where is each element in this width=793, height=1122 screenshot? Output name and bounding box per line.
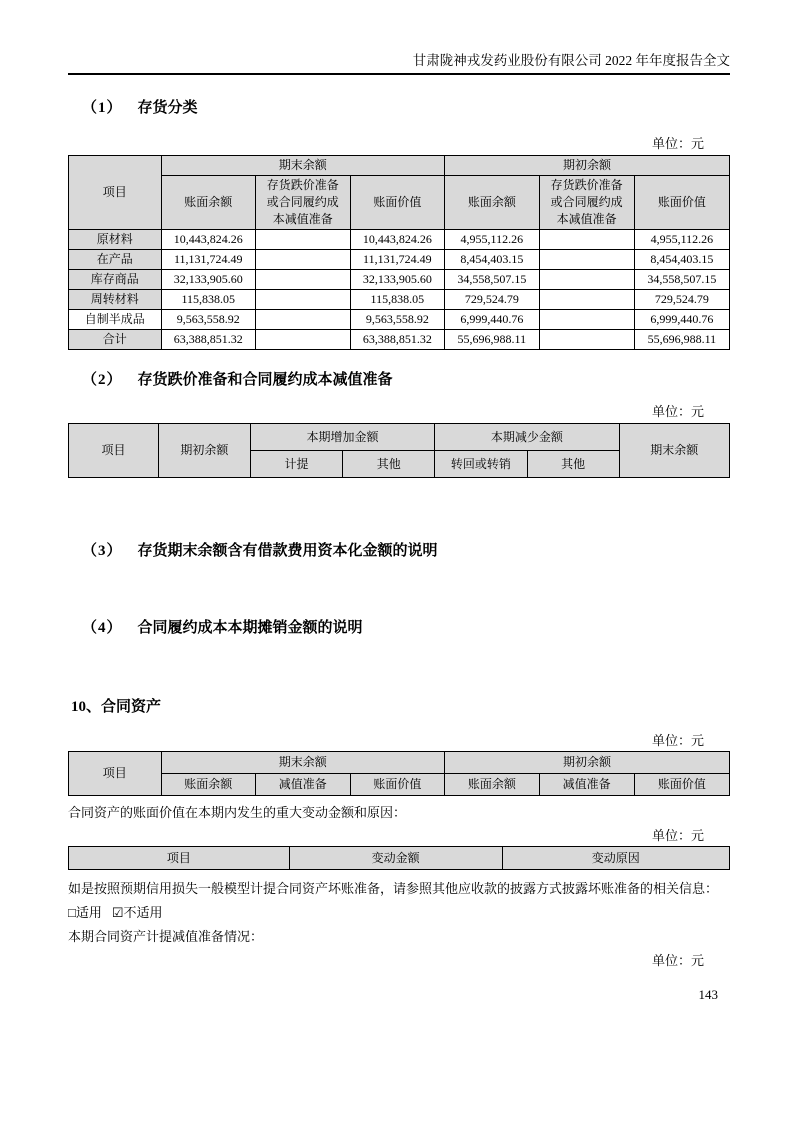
section-heading-10: 10、合同资产 <box>71 699 162 715</box>
table-row <box>69 290 730 310</box>
table-header-row <box>69 847 730 870</box>
table-row <box>69 310 730 330</box>
group-header-ending: 期末余额 <box>161 752 445 774</box>
section-title: 合同履约成本本期摊销金额的说明 <box>137 620 363 636</box>
row-label: 合计 <box>69 330 162 350</box>
section-heading-2 <box>68 370 730 390</box>
col-header-item: 项目 <box>69 847 290 870</box>
cell-value: 11,131,724.49 <box>350 250 445 270</box>
group-header-beginning: 期初余额 <box>445 156 730 176</box>
col-header-value: 账面价值 <box>350 774 445 796</box>
col-header-reserve: 存货跌价准备或合同履约成本减值准备 <box>256 176 351 230</box>
applicable-checkbox: □适用 <box>68 905 102 920</box>
cell-value <box>256 290 351 310</box>
doc-title: 甘肃陇神戎发药业股份有限公司 2022 年年度报告全文 <box>412 53 730 68</box>
table-row-total <box>69 330 730 350</box>
unit-label: 单位：元 <box>651 953 704 968</box>
cell-value: 115,838.05 <box>161 290 256 310</box>
cell-value <box>256 230 351 250</box>
page-header <box>68 0 730 75</box>
row-label: 自制半成品 <box>69 310 162 330</box>
inventory-table <box>68 155 730 350</box>
col-header-reserve: 减值准备 <box>539 774 634 796</box>
cell-value <box>539 290 634 310</box>
section-heading-1 <box>68 98 730 118</box>
section-number: （1） <box>82 100 123 116</box>
section-number: （2） <box>82 372 123 388</box>
cell-value: 34,558,507.15 <box>634 270 729 290</box>
col-header-value: 账面价值 <box>634 176 729 230</box>
row-label: 周转材料 <box>69 290 162 310</box>
group-header-ending: 期末余额 <box>161 156 445 176</box>
cell-value: 55,696,988.11 <box>445 330 540 350</box>
cell-value <box>539 250 634 270</box>
col-header-item: 项目 <box>69 752 162 796</box>
section-title: 存货期末余额含有借款费用资本化金额的说明 <box>137 543 438 559</box>
col-header-ending: 期末余额 <box>619 424 729 478</box>
cell-value: 4,955,112.26 <box>634 230 729 250</box>
section-heading-4 <box>68 618 730 638</box>
cell-value: 6,999,440.76 <box>445 310 540 330</box>
ecl-note: 如是按照预期信用损失一般模型计提合同资产坏账准备，请参照其他应收款的披露方式披露坏账准备的相关信息： <box>68 881 719 896</box>
table-header-row <box>69 156 730 176</box>
table-header-row <box>69 752 730 774</box>
table-row <box>69 250 730 270</box>
group-header-beginning: 期初余额 <box>445 752 730 774</box>
unit-label: 单位：元 <box>651 404 704 419</box>
section-title: 存货分类 <box>137 100 198 116</box>
col-header-reversal: 转回或转销 <box>435 451 528 478</box>
cell-value: 9,563,558.92 <box>350 310 445 330</box>
group-header-decrease: 本期减少金额 <box>435 424 619 451</box>
section-heading-3 <box>68 541 730 561</box>
cell-value: 729,524.79 <box>634 290 729 310</box>
section-number: （4） <box>82 620 123 636</box>
provision-note: 本期合同资产计提减值准备情况： <box>68 929 264 944</box>
section-number: （3） <box>82 543 123 559</box>
cell-value <box>539 330 634 350</box>
col-header-item: 项目 <box>69 424 159 478</box>
row-label: 在产品 <box>69 250 162 270</box>
table-header-row <box>69 424 730 451</box>
row-label: 原材料 <box>69 230 162 250</box>
cell-value: 8,454,403.15 <box>634 250 729 270</box>
col-header-item: 项目 <box>69 156 162 230</box>
col-header-balance: 账面余额 <box>445 176 540 230</box>
col-header-amount: 变动金额 <box>289 847 502 870</box>
applicability-line <box>68 904 730 921</box>
cell-value: 8,454,403.15 <box>445 250 540 270</box>
cell-value <box>256 270 351 290</box>
cell-value: 32,133,905.60 <box>161 270 256 290</box>
col-header-beginning: 期初余额 <box>158 424 250 478</box>
cell-value: 115,838.05 <box>350 290 445 310</box>
cell-value: 32,133,905.60 <box>350 270 445 290</box>
unit-label: 单位：元 <box>651 136 704 151</box>
table-subheader-row <box>69 774 730 796</box>
col-header-value: 账面价值 <box>350 176 445 230</box>
not-applicable-checkbox: ☑不适用 <box>111 905 163 920</box>
cell-value: 6,999,440.76 <box>634 310 729 330</box>
cell-value: 63,388,851.32 <box>350 330 445 350</box>
table-subheader-row <box>69 176 730 230</box>
cell-value <box>256 330 351 350</box>
cell-value: 10,443,824.26 <box>161 230 256 250</box>
col-header-other: 其他 <box>527 451 619 478</box>
col-header-accrual: 计提 <box>250 451 343 478</box>
cell-value <box>539 310 634 330</box>
cell-value: 10,443,824.26 <box>350 230 445 250</box>
provision-table <box>68 423 730 478</box>
change-note: 合同资产的账面价值在本期内发生的重大变动金额和原因： <box>68 805 407 820</box>
cell-value: 55,696,988.11 <box>634 330 729 350</box>
group-header-increase: 本期增加金额 <box>250 424 434 451</box>
cell-value: 11,131,724.49 <box>161 250 256 270</box>
table-row <box>69 270 730 290</box>
col-header-balance: 账面余额 <box>161 176 256 230</box>
cell-value <box>539 270 634 290</box>
cell-value: 9,563,558.92 <box>161 310 256 330</box>
col-header-balance: 账面余额 <box>161 774 256 796</box>
unit-label: 单位：元 <box>651 828 704 843</box>
row-label: 库存商品 <box>69 270 162 290</box>
contract-asset-table <box>68 751 730 796</box>
col-header-value: 账面价值 <box>634 774 729 796</box>
cell-value: 4,955,112.26 <box>445 230 540 250</box>
col-header-reason: 变动原因 <box>502 847 729 870</box>
table-row <box>69 230 730 250</box>
cell-value: 34,558,507.15 <box>445 270 540 290</box>
cell-value: 729,524.79 <box>445 290 540 310</box>
change-table <box>68 846 730 870</box>
cell-value <box>256 250 351 270</box>
col-header-reserve: 存货跌价准备或合同履约成本减值准备 <box>539 176 634 230</box>
section-title: 存货跌价准备和合同履约成本减值准备 <box>137 372 393 388</box>
cell-value: 63,388,851.32 <box>161 330 256 350</box>
col-header-balance: 账面余额 <box>445 774 540 796</box>
col-header-other: 其他 <box>343 451 435 478</box>
col-header-reserve: 减值准备 <box>256 774 351 796</box>
cell-value <box>539 230 634 250</box>
cell-value <box>256 310 351 330</box>
unit-label: 单位：元 <box>651 733 704 748</box>
page-number: 143 <box>698 987 718 1002</box>
